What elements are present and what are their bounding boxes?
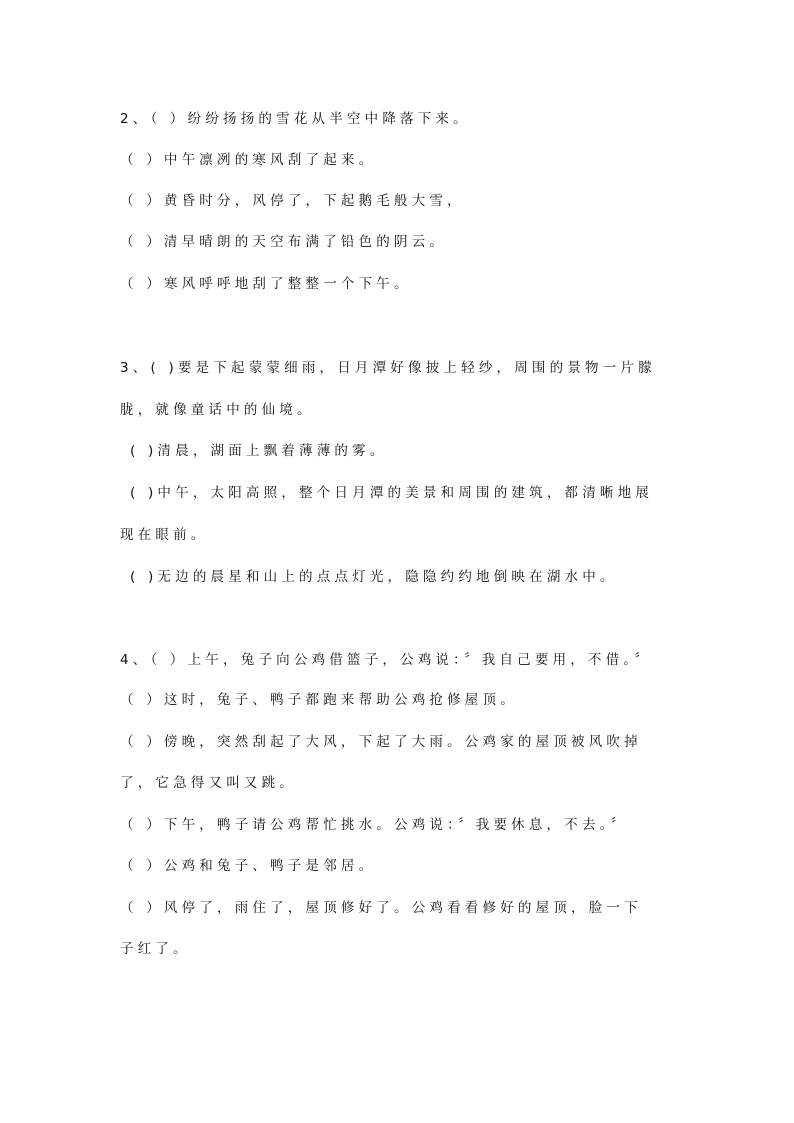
question-2-line-3: （ ）黄昏时分，风停了，下起鹅毛般大雪， [120, 193, 465, 209]
question-3-line-3: ( )清晨，湖面上飘着薄薄的雾。 [130, 443, 388, 459]
question-2-line-4: （ ）清早晴朗的天空布满了铅色的阴云。 [120, 234, 448, 250]
question-4-line-4: 了，它急得又叫又跳。 [120, 775, 297, 791]
question-4-line-6: （ ）公鸡和兔子、鸭子是邻居。 [120, 858, 377, 874]
question-4-line-2: （ ）这时，兔子、鸭子都跑来帮助公鸡抢修屋顶。 [120, 692, 518, 708]
question-4-line-7: （ ）风停了，雨住了，屋顶修好了。公鸡看看修好的屋顶，脸一下 [120, 900, 642, 916]
question-3-line-6: ( )无边的晨星和山上的点点灯光，隐隐约约地倒映在湖水中。 [130, 569, 618, 585]
question-2-line-5: （ ）寒风呼呼地刮了整整一个下午。 [120, 276, 412, 292]
question-4-line-1: 4、（ ）上午，兔子向公鸡借篮子，公鸡说：〞我自己要用，不借。〞 [120, 652, 653, 668]
question-4-line-3: （ ）傍晚，突然刮起了大风，下起了大雨。公鸡家的屋顶被风吹掉 [120, 734, 642, 750]
question-4-line-8: 子红了。 [120, 941, 191, 957]
question-3-line-4: ( )中午，太阳高照，整个日月潭的美景和周围的建筑，都清晰地展 [130, 485, 654, 501]
question-3-line-2: 胧，就像童话中的仙境。 [120, 402, 315, 418]
question-2-line-1: 2、（ ）纷纷扬扬的雪花从半空中降落下来。 [120, 111, 471, 127]
question-3-line-5: 现在眼前。 [120, 527, 209, 543]
question-4-line-5: （ ）下午，鸭子请公鸡帮忙挑水。公鸡说：〞我要休息，不去。〞 [120, 817, 629, 833]
question-3-line-1: 3、( )要是下起蒙蒙细雨，日月潭好像披上轻纱，周围的景物一片朦 [120, 360, 656, 376]
question-2-line-2: （ ）中午凛冽的寒风刮了起来。 [120, 152, 377, 168]
